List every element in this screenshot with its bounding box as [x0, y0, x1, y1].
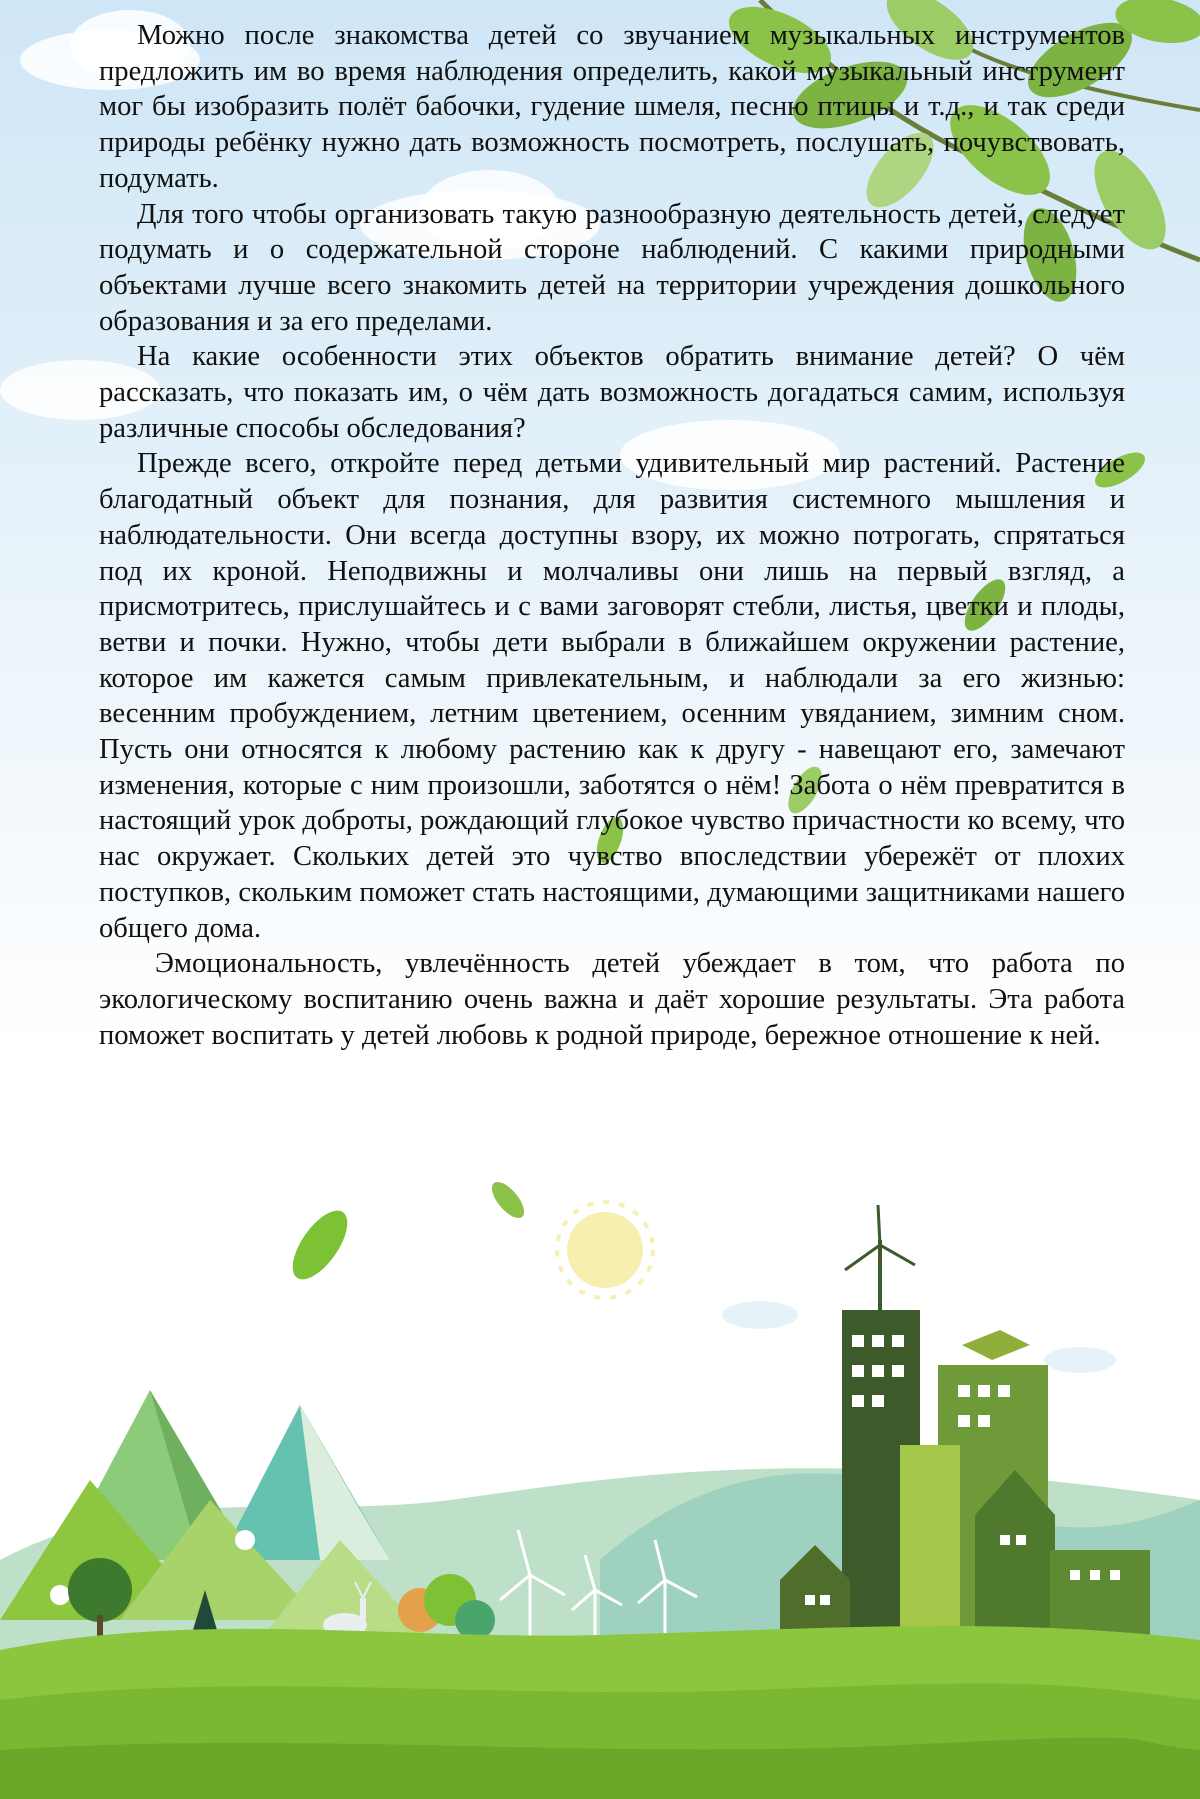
sun-icon: [567, 1212, 643, 1288]
article-text: [99, 18, 1125, 1053]
paragraph: Эмоциональность, увлечённость детей убеждает в том, что работа по экологическому воспитанию очень важна и даёт хорошие результаты. Эта работа поможет воспитать у детей любовь к родной природе, бережное отношение к ней.: [99, 948, 1125, 1051]
paragraph: Для того чтобы организовать такую разнообразную деятельность детей, следует подумать и о содержательной стороне наблюдений. С какими природными объектами лучше всего знакомить детей на территории учреждения дошкольного образования и за его пределами.: [99, 198, 1125, 337]
paragraph: На какие особенности этих объектов обратить внимание детей? О чём рассказать, что показать им, о чём дать возможность догадаться самим, используя различные способы обследования?: [99, 341, 1125, 444]
city-buildings-icon: [780, 1205, 1150, 1670]
paragraph: Прежде всего, откройте перед детьми удивительный мир растений. Растение благодатный объект для познания, для развития системного мышления и наблюдательности. Они всегда доступны взору, их можно потрогать, спрятаться под их кроной. Неподвижны и молчаливы они лишь на первый взгляд, а присмотритесь, прислушайтесь и с вами заговорят стебли, листья, цветки и плоды, ветви и почки. Нужно, чтобы дети выбрали в ближайшем окружении растение, которое им кажется самым привлекательным, и наблюдали за его жизнью: весенним пробуждением, летним цветением, осенним увяданием, зимним сном. Пусть они относятся к любому растению как к другу - навещают его, замечают изменения, которые с ним произошли, заботятся о нём! Забота о нём превратится в настоящий урок доброты, рождающий глубокое чувство причастности ко всему, что нас окружает. Скольких детей это чувство впоследствии убережёт от плохих поступков, скольким поможет стать настоящими, думающими защитниками нашего общего дома.: [99, 448, 1125, 944]
leaf-icon: [282, 1202, 357, 1288]
paragraph: Можно после знакомства детей со звучанием музыкальных инструментов предложить им во время наблюдения определить, какой музыкальный инструмент мог бы изобразить полёт бабочки, гудение шмеля, песню птицы и т.д., и так среди природы ребёнку нужно дать возможность посмотреть, послушать, почувствовать, подумать.: [99, 20, 1125, 194]
leaf-icon: [486, 1177, 530, 1224]
